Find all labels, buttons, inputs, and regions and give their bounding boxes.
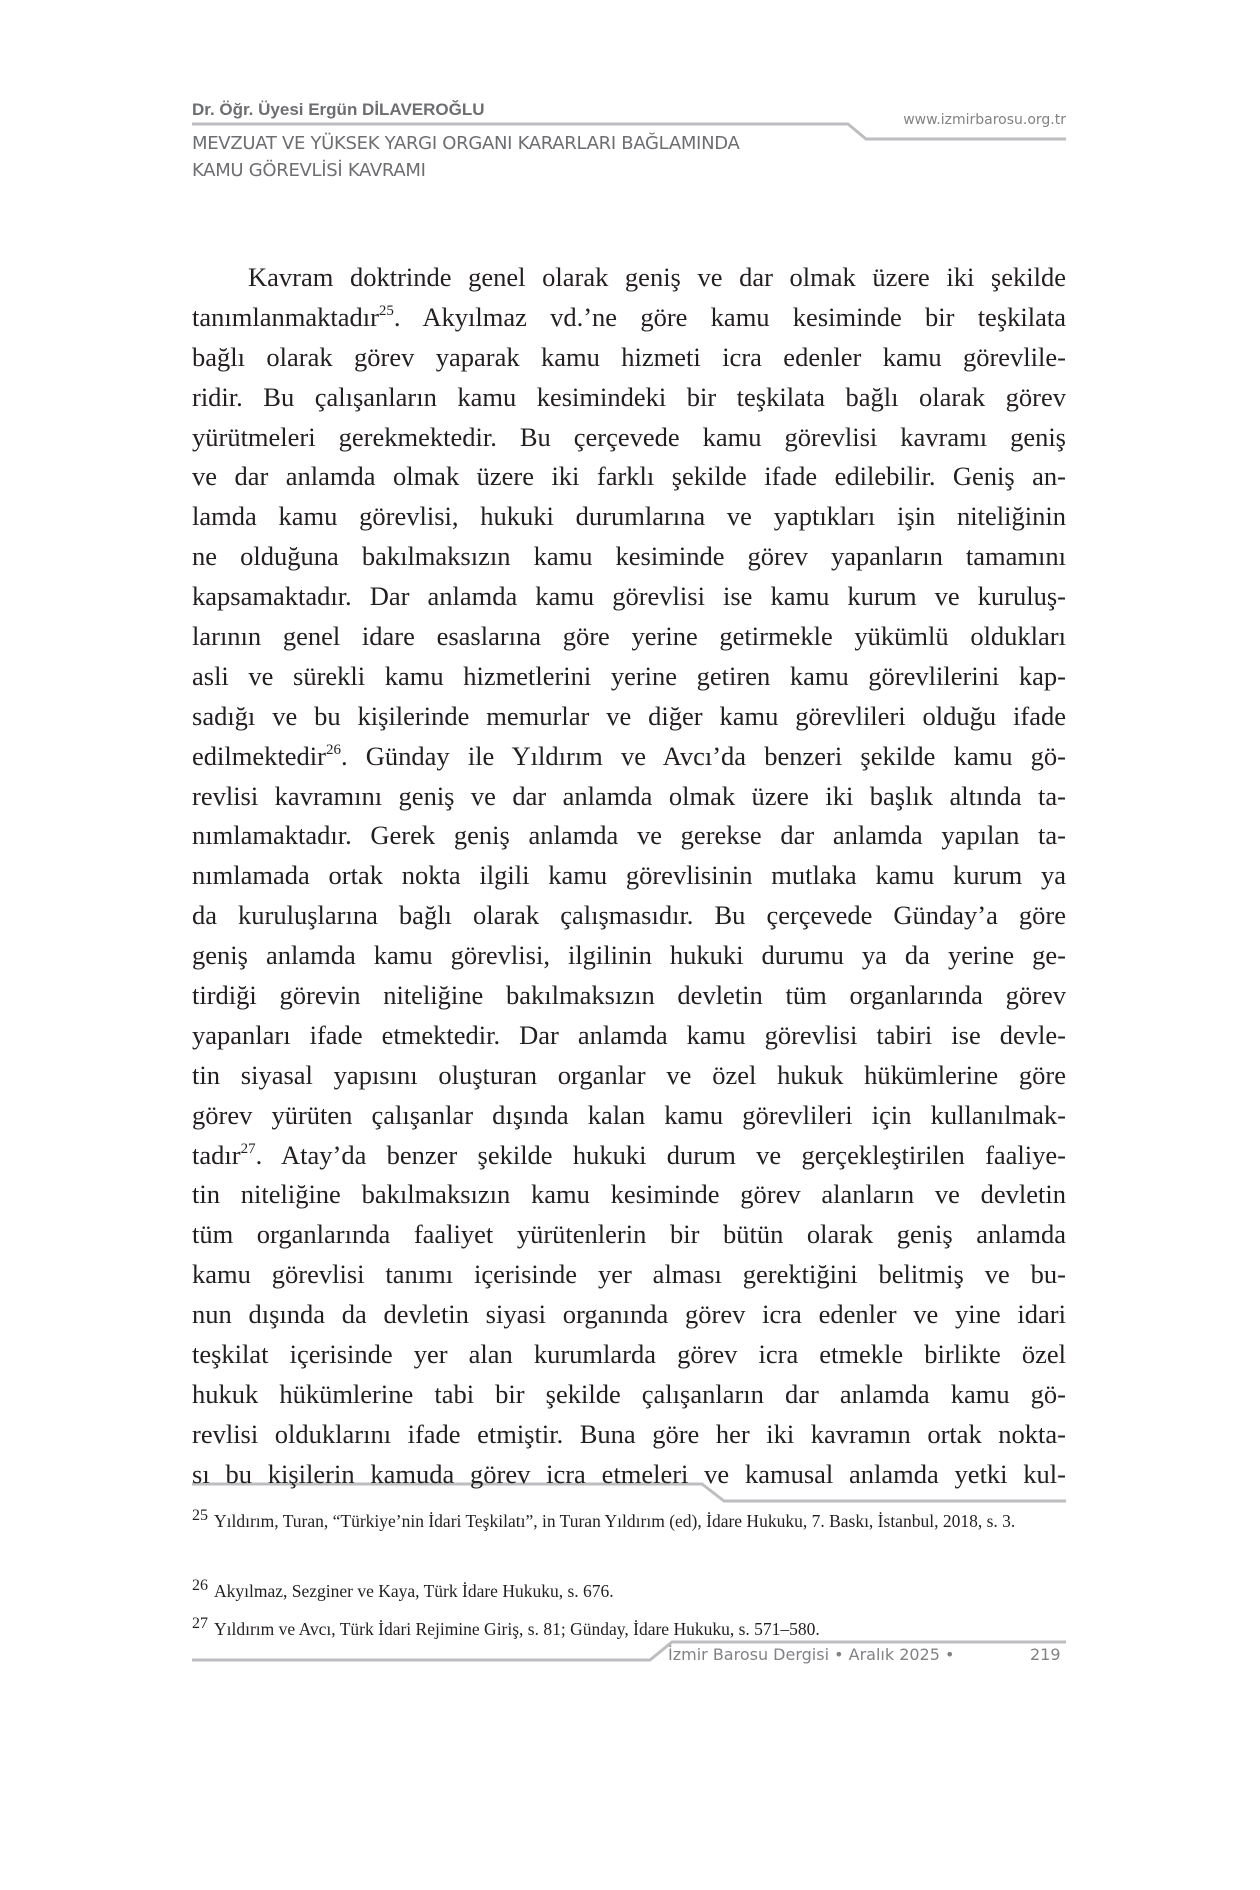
- footnote: [192, 1577, 1066, 1605]
- text-line: [192, 976, 1066, 1016]
- text-line: [192, 298, 1066, 338]
- text-line: [192, 896, 1066, 936]
- footnote-number: 26: [192, 1577, 208, 1594]
- text-segment: nımlamada ortak nokta ilgili kamu görevlisinin mutlaka kamu kurum ya: [192, 860, 1066, 891]
- text-segment: lamda kamu görevlisi, hukuki durumlarına ve yaptıkları işin niteliğinin: [192, 501, 1066, 532]
- text-line: [192, 1056, 1066, 1096]
- text-segment: kamu görevlisi tanımı içerisinde yer alması gerektiğini belitmiş ve bu-: [192, 1259, 1066, 1290]
- footer-journal-info: İzmir Barosu Dergisi • Aralık 2025 •: [668, 1645, 955, 1664]
- text-line: [192, 1016, 1066, 1056]
- text-line: [192, 1295, 1066, 1335]
- text-segment: ve dar anlamda olmak üzere iki farklı şekilde ifade edilebilir. Geniş an-: [192, 461, 1066, 492]
- journal-url: www.izmirbarosu.org.tr: [903, 112, 1066, 128]
- text-segment: da kuruluşlarına bağlı olarak çalışmasıdır. Bu çerçevede Günday’a göre: [192, 900, 1066, 931]
- text-segment: hukuk hükümlerine tabi bir şekilde çalışanların dar anlamda kamu gö-: [192, 1378, 1066, 1409]
- text-line: [192, 1335, 1066, 1375]
- text-line: [192, 856, 1066, 896]
- text-line: [192, 617, 1066, 657]
- text-line: [192, 1255, 1066, 1295]
- text-segment: tin niteliğine bakılmaksızın kamu kesiminde görev alanların ve devletin: [192, 1179, 1066, 1210]
- footnote-text: Yıldırım ve Avcı, Türk İdari Rejimine Giriş, s. 81; Günday, İdare Hukuku, s. 571–580.: [214, 1619, 820, 1639]
- text-line: [192, 1175, 1066, 1215]
- text-segment: yürütmeleri gerekmektedir. Bu çerçevede kamu görevlisi kavramı geniş: [192, 421, 1066, 452]
- footnote-reference[interactable]: 27: [240, 1140, 256, 1157]
- text-segment: larının genel idare esaslarına göre yerine getirmekle yükümlü oldukları: [192, 621, 1066, 652]
- text-segment: ne olduğuna bakılmaksızın kamu kesiminde görev yapanların tamamını: [192, 541, 1066, 572]
- footnote-reference[interactable]: 26: [325, 741, 341, 758]
- running-header-title: [192, 130, 740, 184]
- running-header-author: Dr. Öğr. Üyesi Ergün DİLAVEROĞLU: [192, 100, 485, 119]
- text-segment: Kavram doktrinde genel olarak geniş ve dar olmak üzere iki şekilde: [248, 262, 1066, 292]
- text-line: [192, 497, 1066, 537]
- page-number: 219: [1030, 1645, 1061, 1664]
- text-line: [192, 1375, 1066, 1415]
- text-segment: . Atay’da benzer şekilde hukuki durum ve gerçekleştirilen faaliye-: [255, 1139, 1066, 1170]
- text-segment: tin siyasal yapısını oluşturan organlar ve özel hukuk hükümlerine göre: [192, 1059, 1066, 1090]
- footnote-text: Yıldırım, Turan, “Türkiye’nin İdari Teşkilatı”, in Turan Yıldırım (ed), İdare Hukuku, 7. Baskı, İstanbul, 2018, s. 3.: [214, 1511, 1016, 1531]
- text-line: [192, 697, 1066, 737]
- text-segment: kapsamaktadır. Dar anlamda kamu görevlisi ise kamu kurum ve kuruluş-: [192, 581, 1066, 612]
- footnote-number: 27: [192, 1615, 208, 1632]
- footnote-reference[interactable]: 25: [378, 302, 394, 319]
- footnote: [192, 1507, 1066, 1535]
- text-segment: yapanları ifade etmektedir. Dar anlamda kamu görevlisi tabiri ise devle-: [192, 1019, 1066, 1050]
- footnote: [192, 1615, 1066, 1643]
- text-line: [192, 777, 1066, 817]
- text-line: [192, 1455, 1066, 1495]
- text-segment: tirdiği görevin niteliğine bakılmaksızın devletin tüm organlarında görev: [192, 980, 1066, 1011]
- text-segment: sadığı ve bu kişilerinde memurlar ve diğer kamu görevlileri olduğu ifade: [192, 700, 1066, 731]
- text-segment: geniş anlamda kamu görevlisi, ilgilinin hukuki durumu ya da yerine ge-: [192, 940, 1066, 971]
- text-segment: tüm organlarında faaliyet yürütenlerin bir bütün olarak geniş anlamda: [192, 1219, 1066, 1250]
- text-line: [192, 657, 1066, 697]
- text-segment: revlisi olduklarını ifade etmiştir. Buna göre her iki kavramın ortak nokta-: [192, 1418, 1066, 1449]
- text-line: [192, 577, 1066, 617]
- text-segment: sı bu kişilerin kamuda görev icra etmeleri ve kamusal anlamda yetki kul-: [192, 1458, 1066, 1489]
- text-line: [192, 537, 1066, 577]
- text-line: [192, 936, 1066, 976]
- footnote-number: 25: [192, 1507, 208, 1524]
- footnote-text: Akyılmaz, Sezginer ve Kaya, Türk İdare Hukuku, s. 676.: [214, 1581, 614, 1601]
- text-segment: bağlı olarak görev yaparak kamu hizmeti icra edenler kamu görevlile-: [192, 341, 1066, 372]
- text-line: [192, 457, 1066, 497]
- text-segment: nımlamaktadır. Gerek geniş anlamda ve gerekse dar anlamda yapılan ta-: [192, 820, 1066, 851]
- text-segment: tadır: [192, 1139, 241, 1170]
- text-segment: görev yürüten çalışanlar dışında kalan kamu görevlileri için kullanılmak-: [192, 1099, 1066, 1130]
- running-header-title-line: MEVZUAT VE YÜKSEK YARGI ORGANI KARARLARI BAĞLAMINDA: [192, 133, 740, 154]
- text-segment: revlisi kavramını geniş ve dar anlamda olmak üzere iki başlık altında ta-: [192, 780, 1066, 811]
- body-paragraph: [192, 258, 1066, 1495]
- text-line: [192, 378, 1066, 418]
- text-segment: ridir. Bu çalışanların kamu kesimindeki bir teşkilata bağlı olarak görev: [192, 381, 1066, 412]
- text-segment: asli ve sürekli kamu hizmetlerini yerine getiren kamu görevlilerini kap-: [192, 660, 1066, 691]
- text-segment: teşkilat içerisinde yer alan kurumlarda görev icra etmekle birlikte özel: [192, 1339, 1066, 1370]
- text-line: [192, 338, 1066, 378]
- text-segment: edilmektedir: [192, 740, 326, 771]
- text-line: [192, 1136, 1066, 1176]
- text-line: [192, 737, 1066, 777]
- text-line: [192, 418, 1066, 458]
- text-segment: nun dışında da devletin siyasi organında görev icra edenler ve yine idari: [192, 1299, 1066, 1330]
- text-segment: . Günday ile Yıldırım ve Avcı’da benzeri şekilde kamu gö-: [340, 740, 1066, 771]
- text-line: [192, 1215, 1066, 1255]
- text-line: [192, 1415, 1066, 1455]
- text-line: [192, 1096, 1066, 1136]
- text-segment: . Akyılmaz vd.’ne göre kamu kesiminde bir teşkilata: [393, 301, 1066, 332]
- text-line: [192, 258, 1066, 298]
- running-header-title-line: KAMU GÖREVLİSİ KAVRAMI: [192, 160, 426, 181]
- text-segment: tanımlanmaktadır: [192, 301, 379, 332]
- text-line: [192, 816, 1066, 856]
